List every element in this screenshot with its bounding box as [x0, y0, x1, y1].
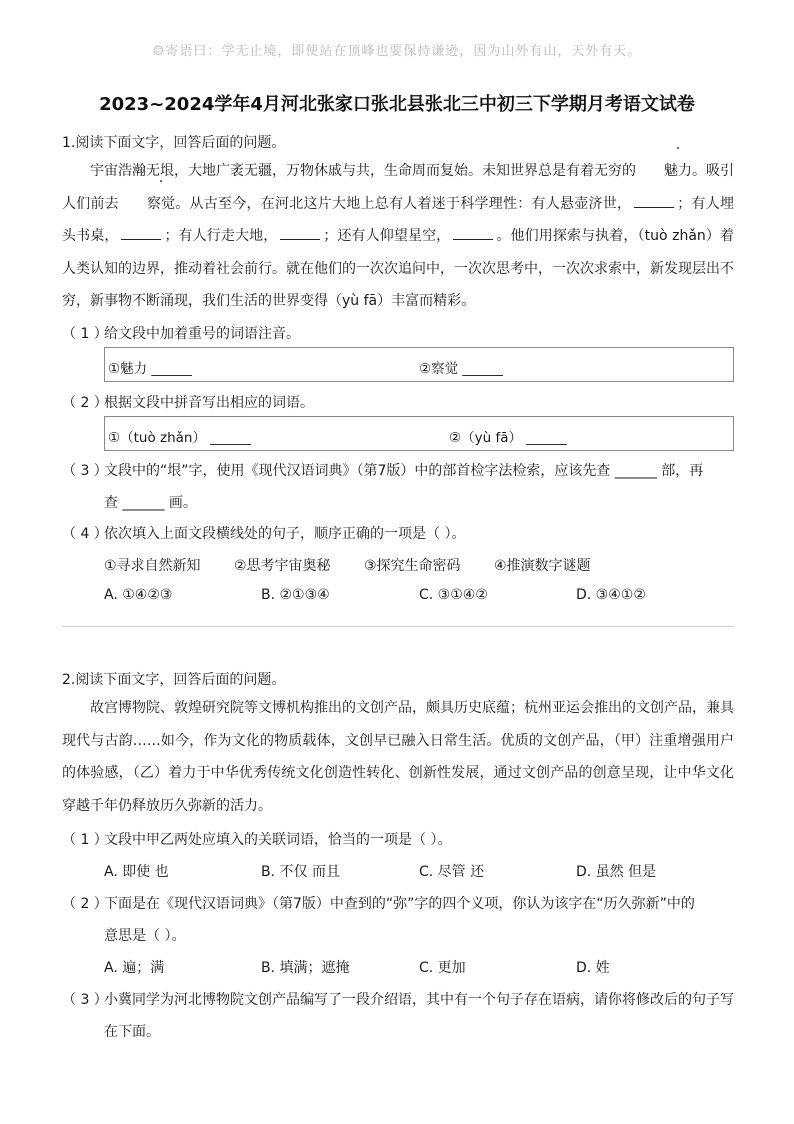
blank-3 [280, 225, 320, 240]
q1-sub4-option-c[interactable]: C. ③①④② [419, 587, 488, 603]
q1-sub4 [62, 523, 465, 543]
q2-sub3-line2: 在下面。 [104, 1024, 160, 1040]
q2-sub1-text: 文段中甲乙两处应填入的关联词语，恰当的一项是（ ）。 [104, 832, 452, 848]
q1-sub3 [62, 460, 703, 480]
q2-sub1-option-c[interactable]: C. 尽管 还 [419, 864, 485, 880]
q1-sub4-item-1: ①寻求自然新知 [104, 558, 201, 574]
q1-sub3-line1: 文段中的“垠”字，使用《现代汉语词典》（第7版）中的部首检字法检索，应该先查 ______ 部，再 [104, 463, 704, 479]
q1-sub4-option-d[interactable]: D. ③④①② [576, 587, 646, 603]
q1-sub4-option-a[interactable]: A. ①④②③ [104, 587, 173, 603]
emphasis-word-chajue: 察觉 [147, 195, 175, 212]
q1-passage-s4: ；有人埋头书桌， [62, 195, 734, 244]
q2-sub2-line1: 下面是在《现代汉语词典》（第7版）中查到的“弥”字的四个义项，你认为该字在“历久弥新”中的 [104, 896, 695, 912]
q1-sub3-num: （ 3 ） [62, 463, 108, 479]
page-title: 2023~2024学年4月河北张家口张北县张北三中初三下学期月考语文试卷 [99, 94, 695, 115]
q2-sub3-num: （ 3 ） [62, 992, 108, 1008]
q1-sub3-line2: 查 ______ 画。 [104, 495, 197, 511]
motto-header: ☺寄语曰：学无止境，即使站在顶峰也要保持谦逊，因为山外有山，天外有天。 [152, 44, 642, 59]
q1-sub4-num: （ 4 ） [62, 526, 108, 542]
q2-sub2-option-c[interactable]: C. 更加 [419, 960, 466, 976]
q1-sub2-text: 根据文段中拼音写出相应的词语。 [104, 395, 314, 411]
q2-sub1-options [0, 861, 794, 881]
q1-sub4-option-b[interactable]: B. ②①③④ [261, 587, 330, 603]
q1-sub1-text: 给文段中加着重号的词语注音。 [104, 326, 300, 342]
q1-passage-s2: 。吸引人们前去 [62, 163, 734, 212]
q2-sub1-option-d[interactable]: D. 虽然 但是 [576, 864, 657, 880]
q1-sub1-num: （ 1 ） [62, 326, 108, 342]
q1-sub4-text: 依次填入上面文段横线处的句子，顺序正确的一项是（ ）。 [104, 526, 466, 542]
q1-sub1-answer-b: ②察觉 ______ [419, 361, 503, 377]
q1-heading: 1.阅读下面文字，回答后面的问题。 [62, 135, 286, 151]
q2-sub2-option-a[interactable]: A. 遍；满 [104, 960, 165, 976]
blank-1 [634, 193, 674, 208]
q1-passage-s7: 。他们用探索与执着，（tuò zhǎn）着人类认知的边界，推动着社会前行。就在他们的一次次追问中，一次次思考中，一次次求索中，新发现层出不穷，新事物不断涌现，我们生活的世界变得（yù fā）丰富而精彩。 [62, 228, 734, 309]
q2-sub3-line1: 小冀同学为河北博物院文创产品编写了一段介绍语，其中有一个句子存在语病，请你将修改后的句子写 [104, 992, 734, 1008]
q2-sub1-option-b[interactable]: B. 不仅 而且 [261, 864, 340, 880]
q2-sub2-line2: 意思是（ ）。 [104, 928, 186, 944]
q1-sub2 [62, 392, 314, 412]
q2-sub2-option-b[interactable]: B. 填满；遮掩 [261, 960, 350, 976]
q1-sub1 [62, 323, 300, 343]
q1-sub2-answer-a: ①（tuò zhǎn） ______ [108, 430, 251, 446]
emphasis-word-meili: 魅力 [664, 163, 692, 179]
q2-heading: 2.阅读下面文字，回答后面的问题。 [62, 672, 286, 688]
q2-sub3 [62, 989, 734, 1009]
q2-passage [62, 692, 734, 822]
q1-sub2-answer-box [104, 416, 734, 451]
q2-passage-text: 故宫博物院、敦煌研究院等文博机构推出的文创产品，颇具历史底蕴；杭州亚运会推出的文创产品，兼具现代与古韵……如今，作为文化的物质载体，文创早已融入日常生活。优质的文创产品，（甲）注重增强用户的体验感，（乙）着力于中华优秀传统文化创造性转化、创新性发展，通过文创产品的创意呈现，让中华文化穿越千年仍释放历久弥新的活力。 [62, 700, 734, 814]
q2-sub2-option-d[interactable]: D. 姓 [576, 960, 610, 976]
q2-sub1-num: （ 1 ） [62, 832, 108, 848]
q1-sub4-item-2: ②思考宇宙奥秘 [234, 558, 331, 574]
q1-sub4-items [0, 555, 794, 575]
q1-sub4-options [0, 587, 794, 607]
q1-passage-s3: 。从古至今，在河北这片大地上总有人着迷于科学理性：有人悬壶济世， [175, 195, 632, 212]
q2-sub1-option-a[interactable]: A. 即使 也 [104, 864, 169, 880]
q1-sub1-answer-a: ①魅力 ______ [108, 361, 192, 377]
q1-passage-s1: 宇宙浩瀚无垠，大地广袤无疆，万物休戚与共，生命周而复始。未知世界总是有着无穷的 [90, 163, 636, 179]
q2-sub2-num: （ 2 ） [62, 896, 108, 912]
q1-sub2-num: （ 2 ） [62, 395, 108, 411]
q2-sub2-options [0, 957, 794, 977]
q2-sub2 [62, 893, 695, 913]
blank-2 [121, 225, 161, 240]
q1-sub4-item-4: ④推演数字谜题 [494, 558, 591, 574]
q1-passage-s5: ；有人行走大地， [164, 228, 278, 244]
section-divider [62, 626, 734, 627]
q1-passage [62, 155, 734, 318]
q2-sub1 [62, 829, 451, 849]
q1-sub1-answer-box [104, 347, 734, 382]
q1-sub2-answer-b: ②（yù fā） ______ [449, 430, 567, 446]
q1-sub4-item-3: ③探究生命密码 [364, 558, 461, 574]
q1-passage-s6: ；还有人仰望星空， [323, 228, 451, 244]
blank-4 [453, 225, 493, 240]
